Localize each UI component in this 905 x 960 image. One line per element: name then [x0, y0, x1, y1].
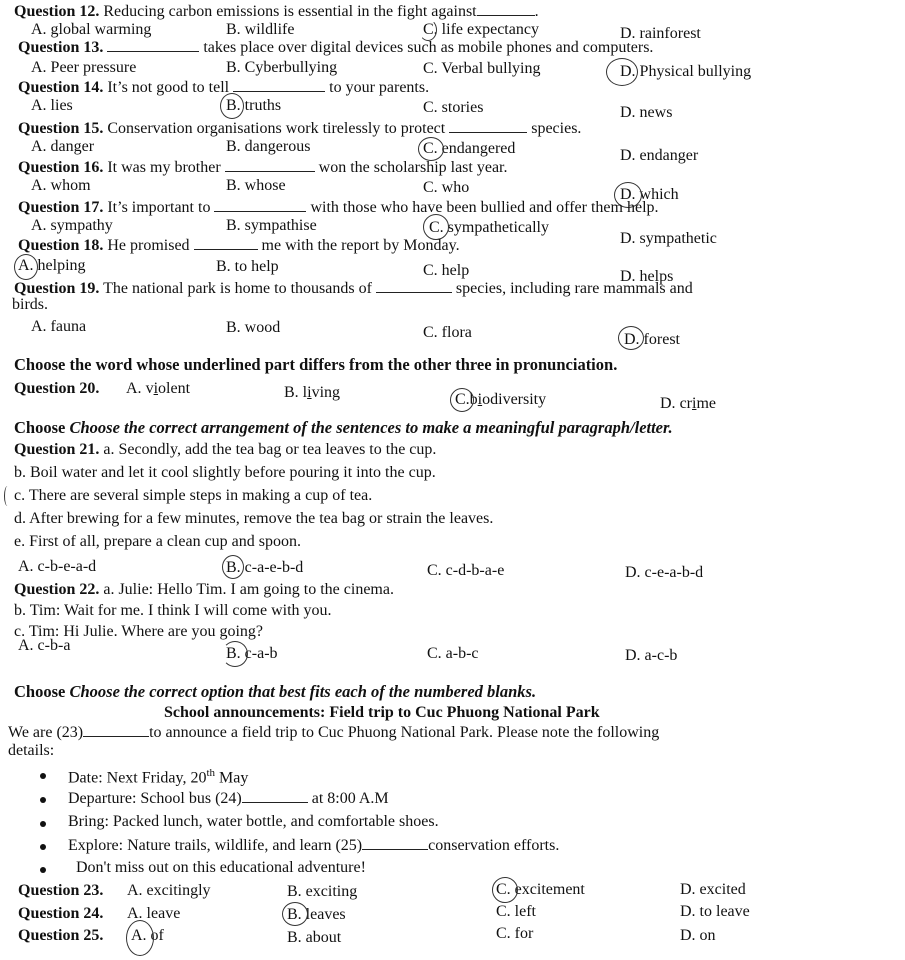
q17-option-a[interactable]: A. sympathy — [31, 217, 113, 234]
q18-stem: Question 18. He promised me with the report by Monday. — [18, 237, 460, 254]
q14-option-b[interactable]: B. truths — [226, 97, 282, 114]
q25-option-c[interactable]: C. for — [496, 925, 534, 942]
q13-option-b[interactable]: B. Cyberbullying — [226, 59, 338, 76]
q20-row — [14, 379, 99, 398]
q18-option-c[interactable]: C. help — [423, 262, 470, 279]
q19-option-c[interactable]: C. flora — [423, 324, 472, 341]
cloze-title: School announcements: Field trip to Cuc Phuong National Park — [164, 704, 600, 721]
q16-stem: Question 16. It was my brother won the scholarship last year. — [18, 159, 508, 176]
q16-number: Question 16. — [18, 159, 104, 176]
q25-option-d[interactable]: D. on — [680, 927, 716, 944]
q22-line-c: c. Tim: Hi Julie. Where are you going? — [14, 623, 263, 640]
q20-option-a[interactable]: A. violent — [126, 380, 191, 397]
q12-option-c[interactable]: C. life expectancy — [423, 21, 539, 38]
q15-option-a[interactable]: A. danger — [31, 138, 95, 155]
q16-blank[interactable] — [225, 157, 315, 172]
q20-number: Question 20. — [14, 380, 100, 397]
q13-option-d[interactable]: D. Physical bullying — [620, 63, 752, 80]
q22-option-c[interactable]: C. a-b-c — [427, 645, 479, 662]
q13-option-c[interactable]: C. Verbal bullying — [423, 60, 541, 77]
detail-dont-miss: Don't miss out on this educational adventure! — [76, 859, 366, 876]
q23-number: Question 23. — [18, 882, 104, 899]
q14-option-d[interactable]: D. news — [620, 104, 673, 121]
q15-option-d[interactable]: D. endanger — [620, 147, 699, 164]
q17-blank[interactable] — [214, 197, 306, 212]
q20-option-b[interactable]: B. living — [284, 384, 341, 401]
q24-number: Question 24. — [18, 905, 104, 922]
q21-option-c[interactable]: C. c-d-b-a-e — [427, 562, 505, 579]
q18-option-b[interactable]: B. to help — [216, 258, 279, 275]
q13-stem: Question 13. takes place over digital devices such as mobile phones and computers. — [18, 39, 654, 56]
q22-number: Question 22. — [14, 581, 100, 598]
q23-option-c[interactable]: C. excitement — [496, 881, 585, 898]
q22-option-b[interactable]: B. c-a-b — [226, 645, 278, 662]
q15-stem: Question 15. Conservation organisations work tirelessly to protect species. — [18, 120, 582, 137]
bullet-icon — [40, 867, 46, 873]
q14-stem: Question 14. It’s not good to tell to your parents. — [18, 79, 430, 96]
q18-option-a[interactable]: A. helping — [18, 257, 86, 274]
q19-number: Question 19. — [14, 280, 100, 297]
q15-option-c[interactable]: C. endangered — [423, 140, 516, 157]
q18-blank[interactable] — [194, 235, 258, 250]
q21-line-a: Question 21. a. Secondly, add the tea bag or tea leaves to the cup. — [14, 441, 437, 458]
q13-option-a[interactable]: A. Peer pressure — [31, 59, 137, 76]
bullet-icon — [40, 773, 46, 779]
q21-option-d[interactable]: D. c-e-a-b-d — [625, 564, 704, 581]
cloze-intro-cont: details: — [8, 742, 55, 759]
q19-blank[interactable] — [376, 278, 452, 293]
q17-option-c[interactable]: C. sympathetically — [429, 219, 549, 236]
q20-option-d[interactable]: D. crime — [660, 395, 716, 412]
q12-number: Question 12. — [14, 3, 100, 20]
q19-stem-cont: birds. — [12, 296, 48, 313]
q21-option-b[interactable]: B. c-a-e-b-d — [226, 559, 304, 576]
q19-option-d[interactable]: D. forest — [624, 331, 680, 348]
q21-option-a[interactable]: A. c-b-e-a-d — [18, 558, 97, 575]
q17-option-b[interactable]: B. sympathise — [226, 217, 317, 234]
q15-blank[interactable] — [449, 118, 527, 133]
q17-stem: Question 17. It’s important to with those who have been bullied and offer them help. — [18, 199, 659, 216]
q19-option-a[interactable]: A. fauna — [31, 318, 87, 335]
q15-option-b[interactable]: B. dangerous — [226, 138, 311, 155]
q14-option-c[interactable]: C. stories — [423, 99, 484, 116]
cloze-heading: Choose Choose the correct option that best fits each of the numbered blanks. — [14, 682, 537, 701]
q24-option-c[interactable]: C. left — [496, 903, 536, 920]
q24-option-d[interactable]: D. to leave — [680, 903, 750, 920]
q12-stem: Question 12. Reducing carbon emissions is essential in the fight against . — [14, 3, 539, 20]
arrangement-heading: Choose Choose the correct arrangement of the sentences to make a meaningful paragraph/letter. — [14, 418, 673, 437]
q17-number: Question 17. — [18, 199, 104, 216]
q16-option-a[interactable]: A. whom — [31, 177, 91, 194]
q17-option-d[interactable]: D. sympathetic — [620, 230, 717, 247]
detail-departure: Departure: School bus (24) at 8:00 A.M — [68, 790, 389, 807]
q21-line-e: e. First of all, prepare a clean cup and spoon. — [14, 533, 302, 550]
q24-option-b[interactable]: B. leaves — [287, 906, 346, 923]
q19-option-b[interactable]: B. wood — [226, 319, 281, 336]
q19-stem: Question 19. The national park is home to thousands of species, including rare mammals and — [14, 280, 693, 297]
q23-option-a[interactable]: A. excitingly — [127, 882, 211, 899]
q16-option-b[interactable]: B. whose — [226, 177, 286, 194]
q21-line-c: c. There are several simple steps in making a cup of tea. — [14, 487, 373, 504]
q24-option-a[interactable]: A. leave — [127, 905, 181, 922]
q25-option-b[interactable]: B. about — [287, 929, 342, 946]
q16-option-d[interactable]: D. which — [620, 186, 679, 203]
q22-line-a: Question 22. a. Julie: Hello Tim. I am going to the cinema. — [14, 581, 394, 598]
q15-number: Question 15. — [18, 120, 104, 137]
cloze-intro: We are (23) to announce a field trip to Cuc Phuong National Park. Please note the following — [8, 724, 660, 741]
q18-number: Question 18. — [18, 237, 104, 254]
q21-number: Question 21. — [14, 441, 100, 458]
q25-option-a[interactable]: A. of — [131, 927, 164, 944]
q20-option-c[interactable]: C.biodiversity — [455, 391, 547, 408]
blank-23[interactable] — [83, 722, 149, 737]
detail-bring: Bring: Packed lunch, water bottle, and comfortable shoes. — [68, 813, 439, 830]
q12-option-d[interactable]: D. rainforest — [620, 25, 701, 42]
q14-option-a[interactable]: A. lies — [31, 97, 73, 114]
q22-line-b: b. Tim: Wait for me. I think I will come with you. — [14, 602, 332, 619]
q23-option-d[interactable]: D. excited — [680, 881, 746, 898]
detail-explore: Explore: Nature trails, wildlife, and learn (25) conservation efforts. — [68, 837, 560, 854]
q12-blank[interactable] — [477, 1, 535, 16]
q23-option-b[interactable]: B. exciting — [287, 883, 358, 900]
q14-number: Question 14. — [18, 79, 104, 96]
q13-blank[interactable] — [107, 37, 199, 52]
pen-mark — [4, 486, 11, 506]
bullet-icon — [40, 797, 46, 803]
q12-option-a[interactable]: A. global warming — [31, 21, 152, 38]
q22-option-d[interactable]: D. a-c-b — [625, 647, 678, 664]
q25-number: Question 25. — [18, 927, 104, 944]
blank-25[interactable] — [362, 835, 428, 850]
q21-line-d: d. After brewing for a few minutes, remove the tea bag or strain the leaves. — [14, 510, 494, 527]
bullet-icon — [40, 821, 46, 827]
q12-option-b[interactable]: B. wildlife — [226, 21, 295, 38]
q16-option-c[interactable]: C. who — [423, 179, 470, 196]
blank-24[interactable] — [242, 788, 308, 803]
bullet-icon — [40, 844, 46, 850]
q18-option-d[interactable]: D. helps — [620, 268, 674, 285]
pronunciation-heading: Choose the word whose underlined part differs from the other three in pronunciation. — [14, 355, 618, 374]
q14-blank[interactable] — [233, 77, 325, 92]
detail-date: Date: Next Friday, 20th May — [68, 767, 249, 787]
q22-option-a[interactable]: A. c-b-a — [18, 637, 71, 654]
q13-number: Question 13. — [18, 39, 104, 56]
q21-line-b: b. Boil water and let it cool slightly before pouring it into the cup. — [14, 464, 436, 481]
